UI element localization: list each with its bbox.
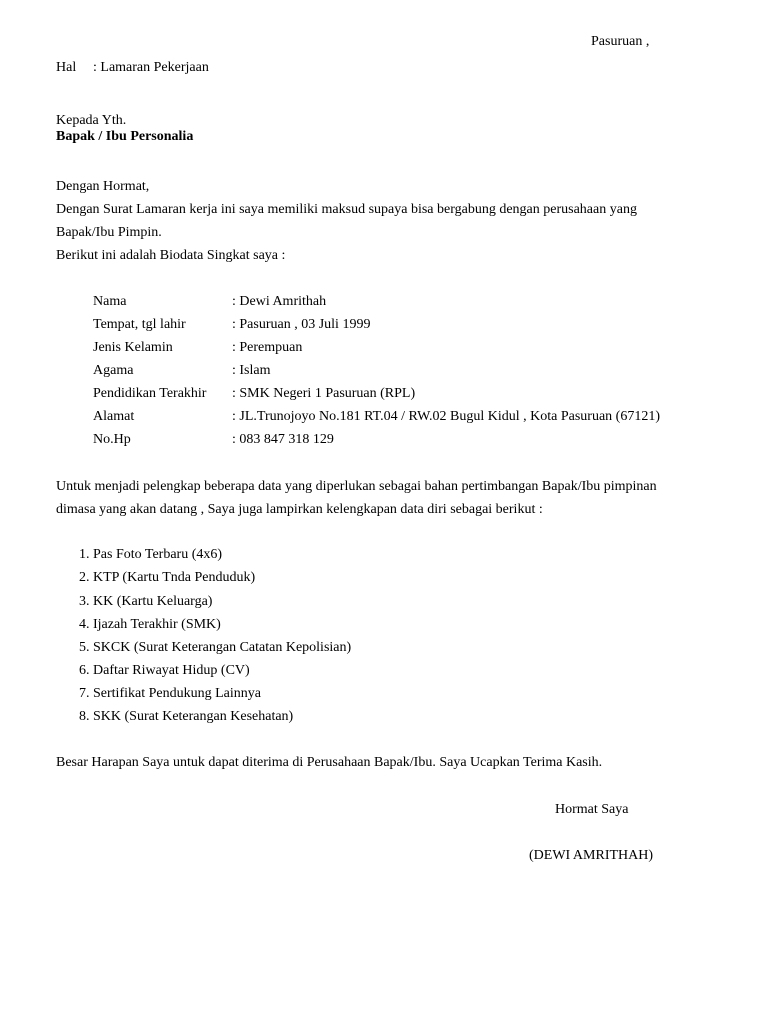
- recipient: Bapak / Ibu Personalia: [56, 129, 194, 144]
- sign-off: Hormat Saya: [555, 802, 629, 817]
- biodata-label: Jenis Kelamin: [93, 340, 173, 355]
- list-item: [79, 640, 351, 656]
- biodata-label: Alamat: [93, 409, 135, 424]
- list-number: 8.: [79, 709, 93, 724]
- list-number: 6.: [79, 663, 93, 678]
- list-number: 7.: [79, 686, 93, 701]
- biodata-value: : JL.Trunojoyo No.181 RT.04 / RW.02 Bugul Kidul , Kota Pasuruan (67121): [232, 409, 660, 424]
- list-number: 3.: [79, 594, 93, 609]
- list-item: [79, 663, 250, 679]
- biodata-label: No.Hp: [93, 432, 131, 447]
- biodata-label: Nama: [93, 294, 127, 309]
- list-number: 5.: [79, 640, 93, 655]
- biodata-value: : Islam: [232, 363, 271, 378]
- intro-line-2: Bapak/Ibu Pimpin.: [56, 225, 162, 240]
- list-number: 2.: [79, 570, 93, 585]
- attach-intro-line-2: dimasa yang akan datang , Saya juga lampirkan kelengkapan data diri sebagai berikut :: [56, 502, 543, 517]
- biodata-value: : 083 847 318 129: [232, 432, 334, 447]
- biodata-value: : Perempuan: [232, 340, 303, 355]
- to-line: Kepada Yth.: [56, 113, 127, 128]
- list-item: [79, 617, 221, 633]
- list-number: 1.: [79, 547, 93, 562]
- list-item-text: KTP (Kartu Tnda Penduduk): [93, 570, 256, 585]
- greeting: Dengan Hormat,: [56, 179, 150, 194]
- list-item-text: KK (Kartu Keluarga): [93, 594, 213, 609]
- list-item: [79, 570, 255, 586]
- list-item-text: Ijazah Terakhir (SMK): [93, 617, 221, 632]
- list-item-text: Sertifikat Pendukung Lainnya: [93, 686, 261, 701]
- list-item-text: SKCK (Surat Keterangan Catatan Kepolisian): [93, 640, 352, 655]
- biodata-label: Tempat, tgl lahir: [93, 317, 186, 332]
- list-item: [79, 709, 293, 725]
- list-item-text: SKK (Surat Keterangan Kesehatan): [93, 709, 294, 724]
- biodata-value: : Dewi Amrithah: [232, 294, 327, 309]
- list-item: [79, 547, 222, 563]
- biodata-label: Pendidikan Terakhir: [93, 386, 207, 401]
- biodata-value: : Pasuruan , 03 Juli 1999: [232, 317, 371, 332]
- biodata-intro: Berikut ini adalah Biodata Singkat saya :: [56, 248, 286, 263]
- attach-intro-line-1: Untuk menjadi pelengkap beberapa data yang diperlukan sebagai bahan pertimbangan Bapak/Ibu pimpinan: [56, 479, 657, 494]
- list-number: 4.: [79, 617, 93, 632]
- list-item: [79, 686, 261, 702]
- biodata-value: : SMK Negeri 1 Pasuruan (RPL): [232, 386, 416, 401]
- list-item-text: Pas Foto Terbaru (4x6): [93, 547, 223, 562]
- list-item: [79, 594, 212, 610]
- intro-line-1: Dengan Surat Lamaran kerja ini saya memiliki maksud supaya bisa bergabung dengan perusahaan yang: [56, 202, 637, 217]
- list-item-text: Daftar Riwayat Hidup (CV): [93, 663, 250, 678]
- closing-text: Besar Harapan Saya untuk dapat diterima di Perusahaan Bapak/Ibu. Saya Ucapkan Terima Kasih.: [56, 755, 603, 770]
- place-date: Pasuruan ,: [591, 34, 650, 49]
- subject-line: [56, 60, 209, 76]
- subject-label: Hal: [56, 60, 77, 75]
- biodata-label: Agama: [93, 363, 134, 378]
- subject-value: : Lamaran Pekerjaan: [93, 60, 209, 75]
- signature-name: (DEWI AMRITHAH): [529, 848, 654, 863]
